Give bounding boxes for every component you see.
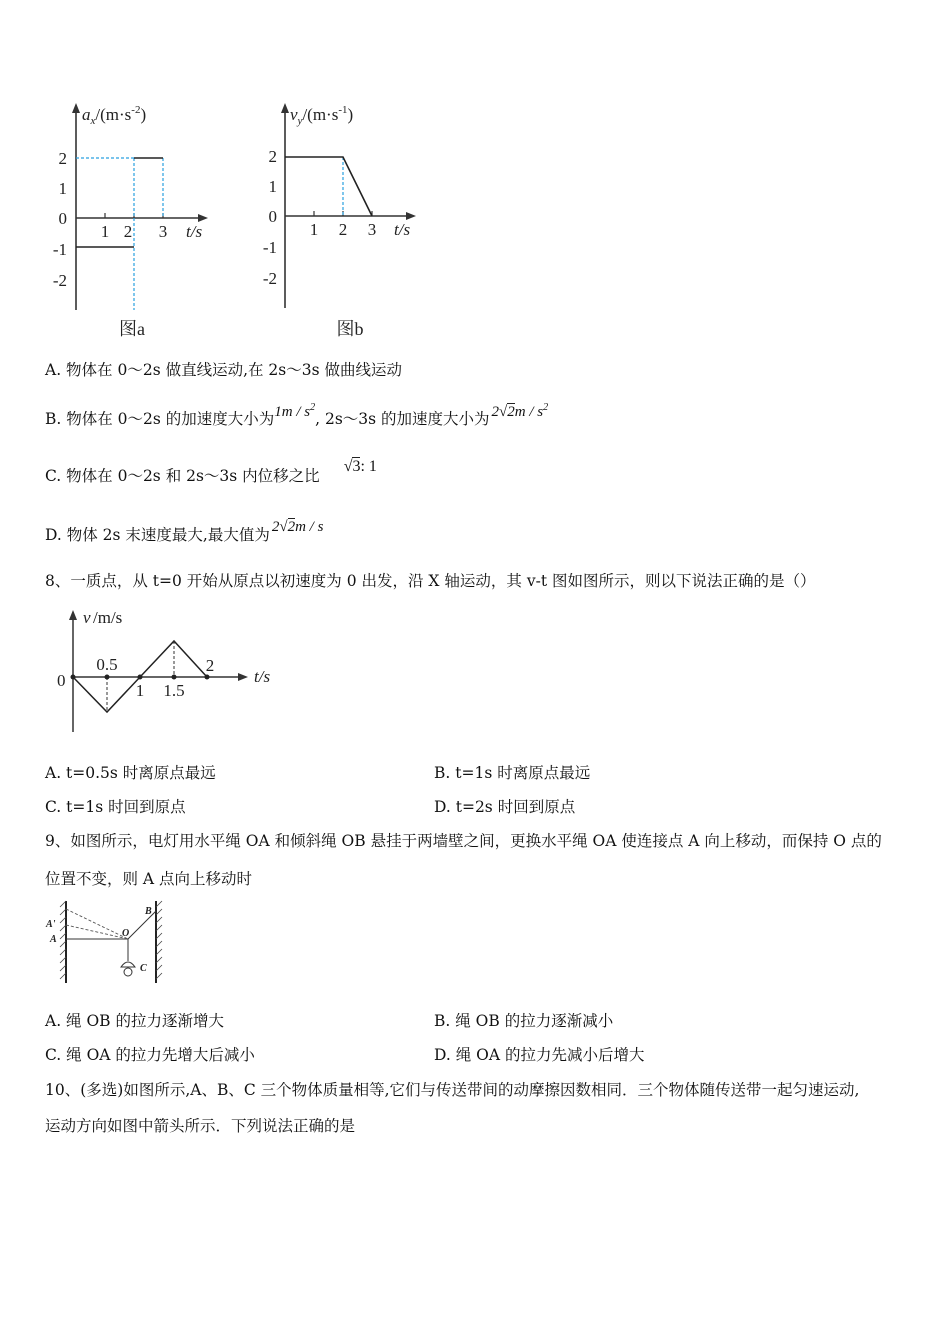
q9-option-d: D. 绳 OA 的拉力先减小后增大 <box>434 1046 645 1064</box>
q8-ylabel: v <box>83 608 91 627</box>
figure-a-x-arrow <box>198 214 208 222</box>
q8-y-arrow <box>69 610 77 620</box>
q10-stem-line1: 10、(多选)如图所示,A、B、C 三个物体质量相等,它们与传送带间的动摩擦因数相同．三个物体随传送带一起匀速运动, <box>45 1081 860 1099</box>
q9-label-A: A <box>50 934 57 945</box>
q8-option-b: B. t=1s 时离原点最远 <box>434 764 591 782</box>
figure-b-velocity-line <box>285 157 372 216</box>
figure-a-ytick: -2 <box>52 271 67 290</box>
q8-point <box>105 675 110 680</box>
q8-vt-graph <box>45 600 285 740</box>
q8-x-arrow <box>238 673 248 681</box>
q7-option-a: A. 物体在 0～2s 做直线运动,在 2s～3s 做曲线运动 <box>45 361 402 379</box>
q9-option-c: C. 绳 OA 的拉力先增大后减小 <box>45 1046 255 1064</box>
figure-b-xtick: 3 <box>367 220 377 239</box>
figure-b-xtick: 2 <box>338 220 348 239</box>
q8-origin-label: 0 <box>57 671 66 690</box>
q7-option-b-accel1: $1m / s^2$ <box>274 402 316 420</box>
figure-a-xlabel: t/s <box>186 222 203 241</box>
figure-b <box>250 95 440 345</box>
q7-option-b-text1: B. 物体在 0～2s 的加速度大小为 <box>45 410 275 428</box>
q9-label-O: O <box>122 928 130 939</box>
q9-stem-line1: 9、如图所示，电灯用水平绳 OA 和倾斜绳 OB 悬挂于两墙壁之间，更换水平绳 OA 使连接点 A 向上移动，而保持 O 点的 <box>45 832 882 850</box>
figure-a-ytick: 2 <box>58 149 67 168</box>
q8-ylabel-unit: /m/s <box>93 608 123 627</box>
figure-b-ytick: 0 <box>268 207 277 226</box>
q8-point <box>71 675 76 680</box>
q8-tick-label: 1 <box>135 681 145 700</box>
q8-option-a: A. t=0.5s 时离原点最远 <box>45 764 216 782</box>
figure-a-ytick: -1 <box>52 240 67 259</box>
figure-a-caption: 图a <box>119 319 145 339</box>
q8-tick-label: 1.5 <box>163 681 185 700</box>
q8-option-c: C. t=1s 时回到原点 <box>45 798 186 816</box>
q7-option-b <box>45 402 549 430</box>
figure-b-y-arrow <box>281 103 289 113</box>
figure-a-ytick: 0 <box>58 209 67 228</box>
q9-option-b: B. 绳 OB 的拉力逐渐减小 <box>434 1012 614 1030</box>
q9-option-a: A. 绳 OB 的拉力逐渐增大 <box>45 1012 224 1030</box>
figure-b-xtick: 1 <box>309 220 319 239</box>
figure-a-ylabel: $a_x/(m\cdot s^{-2})$ <box>82 104 147 127</box>
figure-a-y-arrow <box>72 103 80 113</box>
figure-a-xtick: 2 <box>123 222 133 241</box>
figure-b-ytick: -2 <box>262 269 277 288</box>
figure-b-ytick: 2 <box>268 147 277 166</box>
q8-point <box>138 675 143 680</box>
q7-option-c-text: C. 物体在 0～2s 和 2s～3s 内位移之比 <box>45 467 320 485</box>
figure-a-xtick: 1 <box>100 222 110 241</box>
q8-xlabel: t/s <box>254 667 271 686</box>
q7-option-b-text2: , 2s～3s 的加速度大小为 <box>315 410 490 428</box>
figure-b-ytick: -1 <box>262 238 277 257</box>
q9-label-C: C <box>140 963 147 974</box>
q9-rope-OA-dashed <box>66 925 128 939</box>
figure-b-caption: 图b <box>336 319 364 339</box>
figure-b-x-arrow <box>406 212 416 220</box>
figure-a-ytick: 1 <box>58 179 67 198</box>
q7-option-d <box>45 519 324 546</box>
q9-label-B: B <box>145 906 152 917</box>
q9-lamp-icon <box>121 962 135 967</box>
q7-option-d-text: D. 物体 2s 末速度最大,最大值为 <box>45 526 270 544</box>
q8-point <box>172 675 177 680</box>
q8-tick-label: 0.5 <box>96 655 118 674</box>
q9-stem-line2: 位置不变，则 A 点向上移动时 <box>45 870 253 888</box>
q9-rope-diagram <box>44 895 174 990</box>
figure-b-ytick: 1 <box>268 177 277 196</box>
q10-stem-line2: 运动方向如图中箭头所示．下列说法正确的是 <box>45 1117 356 1135</box>
q8-option-d: D. t=2s 时回到原点 <box>434 798 576 816</box>
q7-option-b-accel2: $2√2m / s^2$ <box>491 402 549 420</box>
q8-stem: 8、一质点，从 t=0 开始从原点以初速度为 0 出发，沿 X 轴运动，其 v-t 图如图所示，则以下说法正确的是（） <box>45 572 816 590</box>
q7-option-c <box>45 458 377 487</box>
q9-rope-OB <box>128 911 156 939</box>
q7-option-d-speed: 2√2m / s <box>271 519 324 535</box>
q7-option-c-ratio: √3: 1 <box>343 458 377 475</box>
q9-label-A-prime: A' <box>46 919 56 930</box>
figure-a-xtick: 3 <box>158 222 168 241</box>
figure-b-ylabel: $v_y/(m\cdot s^{-1})$ <box>290 104 354 127</box>
figure-b-xlabel: t/s <box>394 220 411 239</box>
q9-rope-dashed-upper <box>66 909 128 939</box>
q8-tick-label: 2 <box>205 656 215 675</box>
q8-point <box>205 675 210 680</box>
figure-a <box>40 95 230 345</box>
